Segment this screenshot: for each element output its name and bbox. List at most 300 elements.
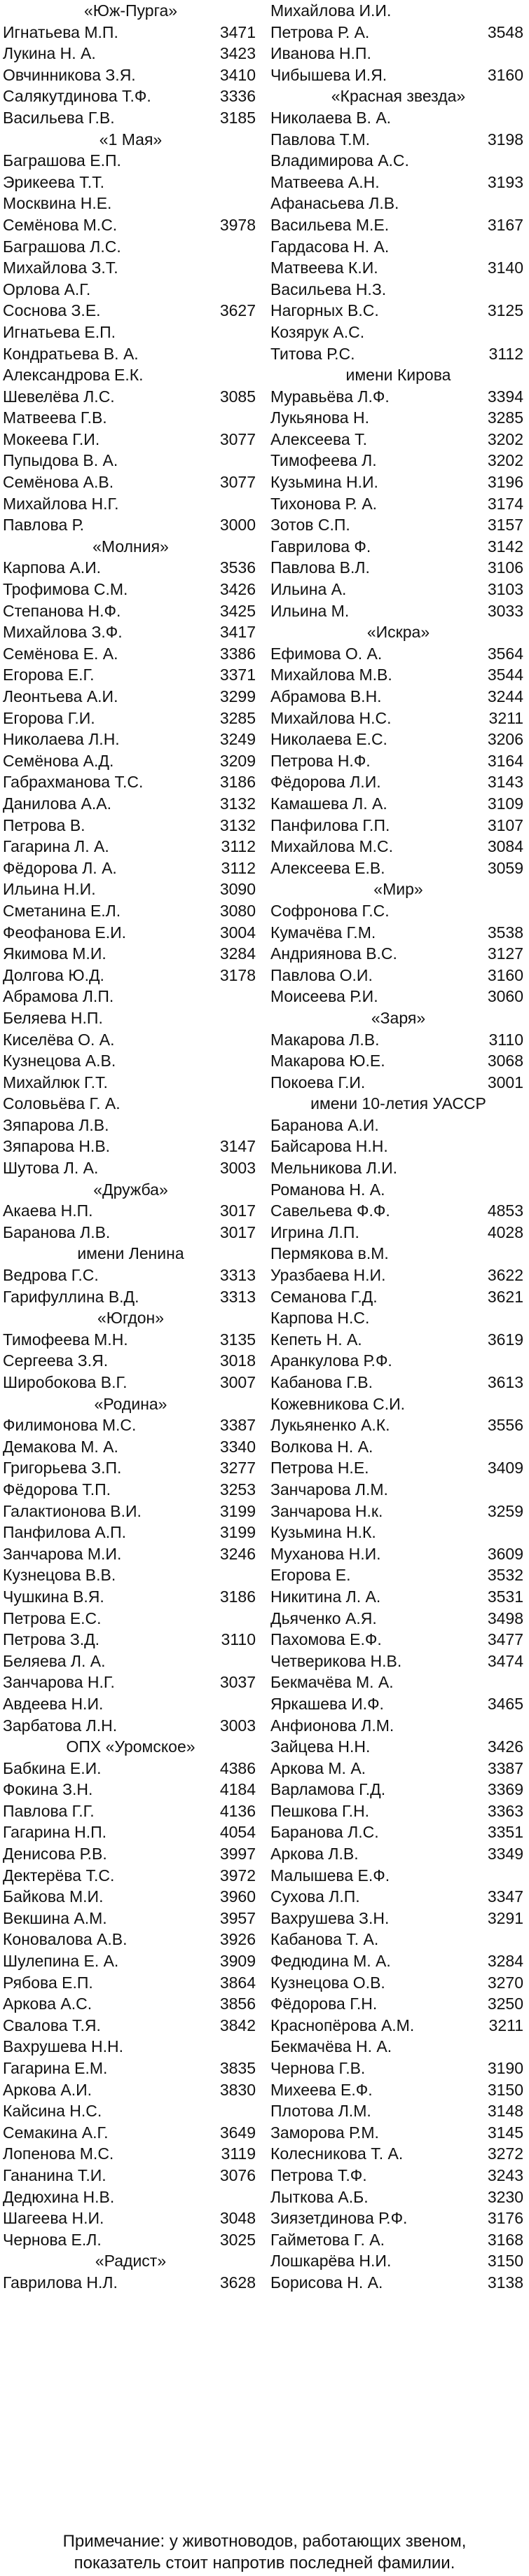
section-header — [268, 879, 529, 900]
person-name: Семакина А.Г. — [3, 2123, 109, 2142]
person-name: Михайлова Н.Г. — [3, 494, 119, 513]
person-name: Фёдорова Л.И. — [270, 773, 381, 792]
person-name: Гагарина Е.М. — [3, 2059, 108, 2077]
footnote-line-1: Примечание: у животноводов, работающих звеном, — [62, 2532, 467, 2551]
list-item — [268, 943, 529, 965]
list-item — [268, 771, 529, 793]
milk-yield-value: 3313 — [219, 1287, 256, 1306]
milk-yield-value: 3157 — [487, 516, 523, 535]
list-item — [0, 407, 261, 429]
milk-yield-value: 3548 — [487, 22, 523, 41]
person-name: Занчарова Н.Г. — [3, 1673, 115, 1692]
list-item — [268, 1779, 529, 1800]
person-name: Гагарина Л. А. — [3, 837, 109, 856]
person-name: Лопенова М.С. — [3, 2144, 114, 2163]
person-name: Аркова Л.В. — [270, 1845, 359, 1864]
milk-yield-value: 3619 — [487, 1330, 523, 1349]
person-name: Тимофеева М.Н. — [3, 1330, 128, 1349]
person-name: Мокеева Г.И. — [3, 429, 100, 448]
milk-yield-value: 3230 — [487, 2187, 523, 2206]
milk-yield-value: 3077 — [219, 473, 256, 492]
section-header — [268, 1007, 529, 1029]
list-item — [0, 664, 261, 686]
list-item — [0, 2272, 261, 2294]
person-name: Якимова М.И. — [3, 944, 107, 963]
milk-yield-value: 3085 — [219, 387, 256, 406]
milk-yield-value: 3425 — [219, 601, 256, 620]
list-item — [268, 1457, 529, 1479]
person-name: Кумачёва Г.М. — [270, 923, 376, 942]
milk-yield-value: 3147 — [219, 1137, 256, 1156]
list-item — [268, 1821, 529, 1843]
list-item — [0, 364, 261, 386]
list-item — [268, 1115, 529, 1136]
person-name: Семёнова А.В. — [3, 473, 114, 492]
milk-yield-value: 3202 — [487, 451, 523, 470]
list-item — [0, 172, 261, 193]
person-name: Пермякова в.М. — [270, 1244, 389, 1263]
person-name: Сметанина Е.Л. — [3, 901, 121, 920]
list-item — [268, 1843, 529, 1865]
milk-yield-value: 3193 — [487, 172, 523, 191]
list-item — [268, 471, 529, 493]
person-name: Кепеть Н. А. — [270, 1330, 362, 1349]
milk-yield-value: 3048 — [219, 2209, 256, 2228]
person-name: Аркова А.С. — [3, 1995, 92, 2013]
milk-yield-value: 3003 — [219, 1716, 256, 1735]
list-item — [268, 257, 529, 279]
person-name: Семёнова М.С. — [3, 215, 118, 234]
person-name: Зайцева Н.Н. — [270, 1737, 371, 1756]
person-name: Васильева М.Е. — [270, 215, 390, 234]
milk-yield-value: 3246 — [219, 1544, 256, 1563]
person-name: Васильева Г.В. — [3, 108, 115, 127]
milk-yield-value: 3211 — [488, 708, 523, 727]
list-item — [268, 450, 529, 471]
milk-yield-value: 3272 — [487, 2144, 523, 2163]
milk-yield-value: 3349 — [487, 1845, 523, 1864]
person-name: Карпова Н.С. — [270, 1309, 370, 1328]
list-item — [0, 450, 261, 471]
list-item — [268, 1414, 529, 1436]
milk-yield-value: 3174 — [487, 494, 523, 513]
list-item — [268, 1758, 529, 1779]
person-name: Матвеева А.Н. — [270, 172, 380, 191]
milk-yield-value: 3532 — [487, 1566, 523, 1585]
list-item — [268, 1908, 529, 1929]
person-name: Бекмачёва М. А. — [270, 1673, 394, 1692]
section-header — [0, 129, 261, 151]
list-item — [0, 1865, 261, 1887]
milk-yield-value: 3410 — [219, 65, 256, 84]
list-item — [268, 1157, 529, 1179]
person-name: Тихонова Р. А. — [270, 494, 378, 513]
list-item — [0, 879, 261, 900]
right-column — [268, 0, 529, 2294]
milk-yield-value: 3544 — [487, 666, 523, 684]
milk-yield-value: 3119 — [221, 2144, 256, 2163]
list-item — [0, 643, 261, 665]
milk-yield-value: 3148 — [487, 2102, 523, 2121]
person-name: Киселёва О. А. — [3, 1030, 115, 1049]
person-name: Григорьева З.П. — [3, 1459, 122, 1478]
list-item — [268, 1522, 529, 1543]
list-item — [268, 536, 529, 558]
person-name: Рябова Е.П. — [3, 1973, 93, 1992]
person-name: Орлова А.Г. — [3, 280, 91, 298]
milk-yield-value: 3253 — [219, 1480, 256, 1499]
milk-yield-value: 3474 — [487, 1651, 523, 1670]
list-item — [0, 2165, 261, 2186]
list-item — [0, 729, 261, 750]
person-name: Михайлова М.С. — [270, 837, 394, 856]
section-title: «Заря» — [371, 1008, 426, 1027]
person-name: Карпова А.И. — [3, 558, 102, 577]
person-name: Дьяченко А.Я. — [270, 1609, 377, 1627]
milk-yield-value: 3112 — [221, 837, 256, 856]
person-name: Игрина Л.П. — [270, 1222, 359, 1241]
person-name: Фёдорова Г.Н. — [270, 1995, 378, 2013]
milk-yield-value: 3243 — [487, 2165, 523, 2184]
list-item — [268, 1436, 529, 1458]
person-name: Покоева Г.И. — [270, 1073, 366, 1091]
person-name: Гагарина Н.П. — [3, 1823, 107, 1842]
milk-yield-value: 3135 — [219, 1330, 256, 1349]
milk-yield-value: 3394 — [487, 387, 523, 406]
list-item — [268, 407, 529, 429]
list-item — [0, 1693, 261, 1715]
list-item — [0, 85, 261, 107]
person-name: Кузнецова О.В. — [270, 1973, 385, 1992]
list-item — [0, 2122, 261, 2144]
milk-yield-value: 3244 — [487, 687, 523, 705]
milk-yield-value: 3250 — [487, 1995, 523, 2013]
milk-yield-value: 3103 — [487, 580, 523, 599]
person-name: Занчарова Л.М. — [270, 1480, 388, 1499]
list-item — [268, 493, 529, 515]
list-item — [0, 1286, 261, 1308]
section-header — [0, 1393, 261, 1415]
person-name: Козярук А.С. — [270, 322, 365, 341]
milk-yield-value: 3080 — [219, 901, 256, 920]
milk-yield-value: 3417 — [219, 623, 256, 642]
section-title: «Молния» — [92, 537, 169, 556]
person-name: Владимирова А.С. — [270, 151, 409, 170]
list-item — [268, 750, 529, 772]
list-item — [268, 2100, 529, 2122]
list-item — [268, 429, 529, 450]
list-item — [268, 129, 529, 151]
list-item — [268, 965, 529, 986]
person-name: Беляева Н.П. — [3, 1008, 103, 1027]
list-item — [0, 900, 261, 922]
person-name: Малышева Е.Ф. — [270, 1866, 390, 1885]
milk-yield-value: 3387 — [487, 1758, 523, 1777]
milk-yield-value: 3109 — [487, 794, 523, 813]
person-name: Александрова Е.К. — [3, 366, 144, 385]
person-name: Лукина Н. А. — [3, 44, 96, 63]
person-name: Четверикова Н.В. — [270, 1651, 402, 1670]
list-item — [0, 1908, 261, 1929]
list-item — [268, 1651, 529, 1672]
person-name: Николаева Е.С. — [270, 730, 387, 749]
section-title: «Красная звезда» — [331, 87, 466, 106]
list-item — [268, 107, 529, 129]
milk-yield-value: 3150 — [487, 2252, 523, 2271]
milk-yield-value: 3185 — [219, 108, 256, 127]
list-item — [268, 1993, 529, 2015]
milk-yield-value: 3168 — [487, 2230, 523, 2249]
person-name: Михайлова Н.С. — [270, 708, 392, 727]
person-name: Ведрова Г.С. — [3, 1266, 99, 1285]
list-item — [0, 1350, 261, 1372]
list-item — [268, 1800, 529, 1822]
milk-yield-value: 4028 — [487, 1222, 523, 1241]
list-item — [268, 1200, 529, 1222]
milk-yield-value: 3211 — [488, 2016, 523, 2034]
milk-yield-value: 3018 — [219, 1351, 256, 1370]
list-item — [0, 514, 261, 536]
list-item — [0, 2143, 261, 2165]
milk-yield-value: 3978 — [219, 215, 256, 234]
milk-yield-value: 3037 — [219, 1673, 256, 1692]
list-item — [0, 214, 261, 236]
person-name: Муравьёва Л.Ф. — [270, 387, 390, 406]
milk-yield-value: 3077 — [219, 429, 256, 448]
person-name: Дедюхина Н.В. — [3, 2187, 115, 2206]
milk-yield-value: 3199 — [219, 1523, 256, 1542]
person-name: Соловьёва Г. А. — [3, 1094, 121, 1113]
person-name: Зотов С.П. — [270, 516, 350, 535]
person-name: Софронова Г.С. — [270, 901, 390, 920]
milk-yield-value: 3498 — [487, 1609, 523, 1627]
milk-yield-value: 3125 — [487, 301, 523, 320]
list-item — [0, 236, 261, 258]
list-item — [268, 1672, 529, 1693]
milk-yield-value: 3007 — [219, 1373, 256, 1391]
milk-yield-value: 3112 — [488, 344, 523, 363]
person-name: Лыткова А.Б. — [270, 2187, 369, 2206]
milk-yield-value: 3084 — [487, 837, 523, 856]
list-item — [268, 686, 529, 708]
list-item — [0, 471, 261, 493]
milk-yield-value: 3613 — [487, 1373, 523, 1391]
milk-yield-value: 3842 — [219, 2016, 256, 2034]
person-name: Кузнецова А.В. — [3, 1052, 116, 1070]
list-item — [268, 279, 529, 301]
milk-yield-value: 3004 — [219, 923, 256, 942]
person-name: Баграшова Л.С. — [3, 237, 121, 256]
section-header — [0, 536, 261, 558]
person-name: Кайсина Н.С. — [3, 2102, 102, 2121]
list-item — [268, 2207, 529, 2229]
person-name: Байсарова Н.Н. — [270, 1137, 388, 1156]
list-item — [268, 193, 529, 214]
list-item — [268, 1543, 529, 1565]
milk-yield-value: 3926 — [219, 1930, 256, 1949]
list-item — [268, 643, 529, 665]
list-item — [0, 1564, 261, 1586]
list-item — [268, 1693, 529, 1715]
list-item — [0, 1329, 261, 1351]
milk-yield-value: 3196 — [487, 473, 523, 492]
section-title: имени Ленина — [77, 1244, 184, 1263]
list-item — [268, 1222, 529, 1244]
list-item — [268, 1972, 529, 1994]
list-item — [268, 64, 529, 86]
list-item — [0, 1821, 261, 1843]
list-item — [0, 1779, 261, 1800]
list-item — [0, 1929, 261, 1950]
person-name: Бабкина Е.И. — [3, 1758, 102, 1777]
list-item — [268, 1865, 529, 1887]
section-header — [0, 1179, 261, 1201]
list-item — [0, 1479, 261, 1501]
list-item — [0, 1072, 261, 1094]
person-name: Лошкарёва Н.И. — [270, 2252, 392, 2271]
section-header — [0, 2250, 261, 2272]
list-item — [0, 1093, 261, 1115]
milk-yield-value: 3143 — [487, 773, 523, 792]
person-name: Фокина З.Н. — [3, 1780, 93, 1799]
milk-yield-value: 3190 — [487, 2059, 523, 2077]
person-name: Кондратьева В. А. — [3, 344, 139, 363]
person-name: Михайлюк Г.Т. — [3, 1073, 108, 1091]
person-name: Савельева Ф.Ф. — [270, 1201, 390, 1220]
milk-yield-value: 3186 — [219, 773, 256, 792]
list-item — [0, 1715, 261, 1737]
person-name: Петрова В. — [3, 815, 85, 834]
milk-yield-value: 3856 — [219, 1995, 256, 2013]
milk-yield-value: 3142 — [487, 537, 523, 556]
milk-yield-value: 3423 — [219, 44, 256, 63]
milk-yield-value: 3132 — [219, 815, 256, 834]
person-name: Свалова Т.Я. — [3, 2016, 101, 2034]
person-name: Колесникова Т. А. — [270, 2144, 404, 2163]
list-item — [0, 986, 261, 1007]
milk-yield-value: 3340 — [219, 1437, 256, 1456]
list-item — [268, 1050, 529, 1072]
person-name: Зяпарова Л.В. — [3, 1115, 109, 1134]
list-item — [0, 1414, 261, 1436]
list-item — [0, 1029, 261, 1051]
person-name: Бекмачёва Н. А. — [270, 2037, 392, 2056]
milk-yield-value: 4853 — [487, 1201, 523, 1220]
list-item — [268, 300, 529, 322]
person-name: Эрикеева Т.Т. — [3, 172, 104, 191]
person-name: Мельникова Л.И. — [270, 1159, 398, 1178]
list-item — [268, 1736, 529, 1758]
list-item — [268, 857, 529, 879]
milk-yield-value: 3178 — [219, 965, 256, 984]
milk-yield-value: 3167 — [487, 215, 523, 234]
person-name: Волкова Н. А. — [270, 1437, 373, 1456]
milk-yield-value: 3465 — [487, 1694, 523, 1713]
list-item — [268, 2165, 529, 2186]
list-item — [0, 107, 261, 129]
person-name: Егорова Г.И. — [3, 708, 95, 727]
person-name: Ильина А. — [270, 580, 347, 599]
person-name: Галактионова В.И. — [3, 1501, 142, 1520]
milk-yield-value: 3426 — [219, 580, 256, 599]
person-name: Игнатьева Е.П. — [3, 322, 116, 341]
person-name: Матвеева Г.В. — [3, 408, 107, 427]
person-name: Ильина М. — [270, 601, 350, 620]
section-title: имени 10-летия УАССР — [310, 1094, 486, 1113]
list-item — [0, 2079, 261, 2101]
person-name: Михайлова З.Ф. — [3, 623, 123, 642]
list-item — [0, 1800, 261, 1822]
list-item — [268, 236, 529, 258]
list-item — [0, 750, 261, 772]
person-name: Дектерёва Т.С. — [3, 1866, 115, 1885]
list-item — [268, 793, 529, 815]
list-item — [268, 1393, 529, 1415]
person-name: Феофанова Е.И. — [3, 923, 127, 942]
person-name: Алексеева Т. — [270, 429, 367, 448]
person-name: Афанасьева Л.В. — [270, 194, 399, 213]
person-name: Плотова Л.М. — [270, 2102, 371, 2121]
list-item — [268, 2229, 529, 2251]
person-name: Павлова Р. — [3, 516, 85, 535]
list-item — [0, 600, 261, 622]
person-name: Пешкова Г.Н. — [270, 1801, 370, 1820]
person-name: Макарова Л.В. — [270, 1030, 380, 1049]
person-name: Авдеева Н.И. — [3, 1694, 104, 1713]
person-name: Матвеева К.И. — [270, 259, 378, 277]
person-name: Иванова Н.П. — [270, 44, 371, 63]
person-name: Баранова Л.В. — [3, 1222, 111, 1241]
list-item — [0, 1758, 261, 1779]
list-item — [268, 1608, 529, 1630]
list-item — [268, 600, 529, 622]
person-name: Абрамова Л.П. — [3, 987, 114, 1006]
person-name: Овчинникова З.Я. — [3, 65, 136, 84]
list-item — [0, 965, 261, 986]
list-item — [268, 1265, 529, 1286]
milk-yield-value: 3107 — [487, 815, 523, 834]
list-item — [0, 2036, 261, 2058]
list-item — [268, 2036, 529, 2058]
list-item — [0, 386, 261, 408]
list-item — [0, 1522, 261, 1543]
list-item — [268, 1329, 529, 1351]
person-name: Сухова Л.П. — [270, 1887, 360, 1906]
milk-yield-value: 3160 — [487, 65, 523, 84]
list-item — [0, 2207, 261, 2229]
person-name: Чернова Г.В. — [270, 2059, 366, 2077]
list-item — [268, 1715, 529, 1737]
person-name: Зарбатова Л.Н. — [3, 1716, 118, 1735]
milk-yield-value: 3199 — [219, 1501, 256, 1520]
list-item — [268, 1350, 529, 1372]
left-column — [0, 0, 261, 2294]
list-item — [268, 1950, 529, 1972]
person-name: Тимофеева Л. — [270, 451, 377, 470]
person-name: Фёдорова Т.П. — [3, 1480, 111, 1499]
person-name: Панфилова Г.П. — [270, 815, 390, 834]
milk-yield-value: 4386 — [219, 1758, 256, 1777]
list-item — [0, 1993, 261, 2015]
list-item — [268, 0, 529, 22]
milk-yield-value: 3017 — [219, 1201, 256, 1220]
person-name: Камашева Л. А. — [270, 794, 387, 813]
milk-yield-value: 3138 — [487, 2273, 523, 2292]
person-name: Гананина Т.И. — [3, 2165, 107, 2184]
section-title: «Юж-Пурга» — [83, 1, 178, 20]
person-name: Михайлова М.В. — [270, 666, 392, 684]
person-name: Леонтьева А.И. — [3, 687, 118, 705]
